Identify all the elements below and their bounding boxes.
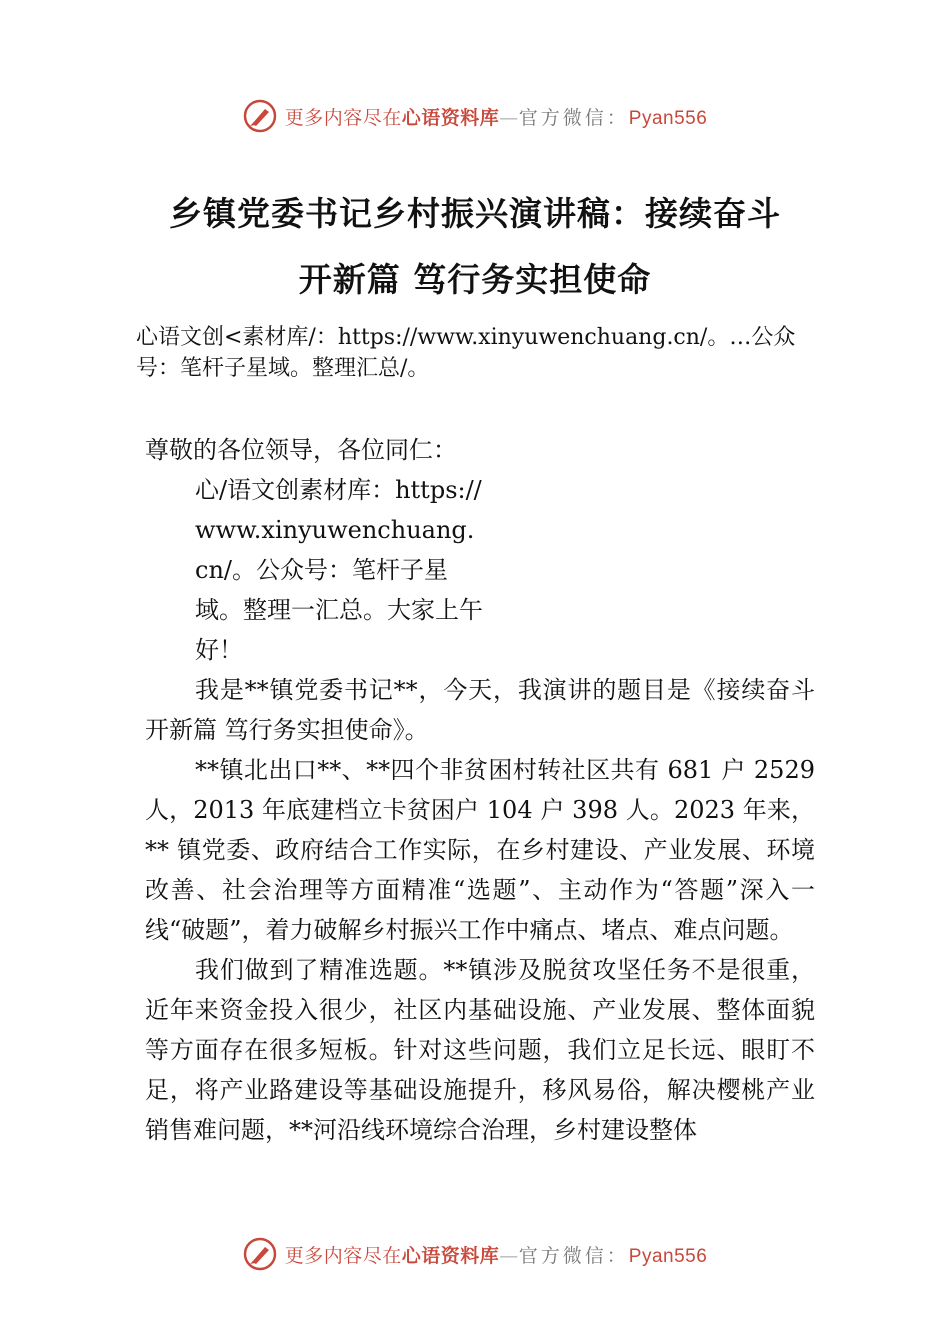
brush-pen-logo-icon	[243, 99, 277, 133]
body-paragraph: **镇北出口**、**四个非贫困村转社区共有 681 户 2529 人，2013 年底建档立卡贫困户 104 户 398 人。2023 年来，** 镇党委、政府结合工作实际，在乡村建设、产业发展、环境改善、社会治理等方面精准“选题”、主动作为“答题”深入一线“破题”，着力破解乡村振兴工作中痛点、堵点、难点问题。	[145, 756, 815, 944]
document-title-line-2: 开新篇 笃行务实担使命	[298, 260, 652, 299]
footer-watermark-banner	[0, 1232, 950, 1276]
greeting-block: 心/语文创素材库：https://www.xinyuwenchuang.cn/。公众号：笔杆子星域。整理一汇总。大家上午好！	[195, 476, 483, 664]
body-paragraph: 我是**镇党委书记**，今天，我演讲的题目是《接续奋斗开新篇 笃行务实担使命》。	[145, 676, 815, 744]
body-paragraph: 我们做到了精准选题。**镇涉及脱贫攻坚任务不是很重，近年来资金投入很少，社区内基础设施、产业发展、整体面貌等方面存在很多短板。针对这些问题，我们立足长远、眼盯不足，将产业路建设等基础设施提升，移风易俗，解决樱桃产业销售难问题，**河沿线环境综合治理，乡村建设整体	[145, 956, 815, 1144]
header-watermark-banner	[0, 94, 950, 138]
brush-pen-logo-icon	[243, 1237, 277, 1271]
source-note: 心语文创<素材库/：https://www.xinyuwenchuang.cn/。…公众号：笔杆子星域。整理汇总/。	[136, 325, 796, 381]
watermark-text: 更多内容尽在心语资料库—官方微信：Pyan556	[284, 1244, 708, 1267]
watermark-text: 更多内容尽在心语资料库—官方微信：Pyan556	[284, 106, 708, 129]
salutation: 尊敬的各位领导，各位同仁：	[145, 436, 457, 464]
document-body	[145, 430, 815, 1150]
document-title-line-1: 乡镇党委书记乡村振兴演讲稿：接续奋斗	[169, 194, 781, 233]
